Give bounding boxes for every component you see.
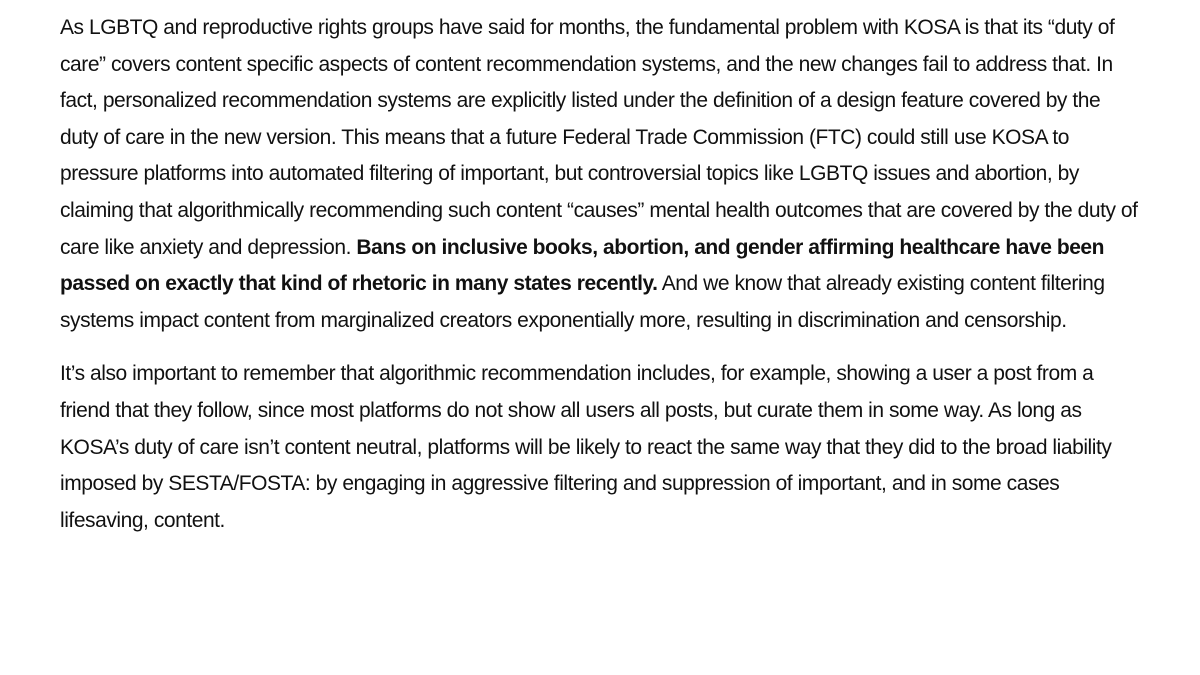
paragraph-1-bold-text: Bans on inclusive books, abortion, and gender affirming healthcare have been passed on exactly that kind of rhetoric in many states recently. xyxy=(60,235,1105,296)
paragraph-1 xyxy=(60,10,1140,339)
paragraph-1-tail-text: And we know that already existing content filtering systems impact content from marginalized creators exponentially more, resulting in discrimination and censorship. xyxy=(60,272,1105,332)
paragraph-2-text: It’s also important to remember that algorithmic recommendation includes, for example, showing a user a post from a friend that they follow, since most platforms do not show all users all posts, but curate them in some way. As long as KOSA’s duty of care isn’t content neutral, platforms will be likely to react the same way that they did to the broad liability imposed by SESTA/FOSTA: by engaging in aggressive filtering and suppression of important, and in some cases lifesaving, content. xyxy=(60,362,1112,532)
paragraph-2 xyxy=(60,356,1140,539)
paragraph-1-text: As LGBTQ and reproductive rights groups have said for months, the fundamental problem with KOSA is that its “duty of care” covers content specific aspects of content recommendation systems, and the new changes fail to address that. In fact, personalized recommendation systems are explicitly listed under the definition of a design feature covered by the duty of care in the new version. This means that a future Federal Trade Commission (FTC) could still use KOSA to pressure platforms into automated filtering of important, but controversial topics like LGBTQ issues and abortion, by claiming that algorithmically recommending such content “causes” mental health outcomes that are covered by the duty of care like anxiety and depression. xyxy=(60,16,1138,259)
